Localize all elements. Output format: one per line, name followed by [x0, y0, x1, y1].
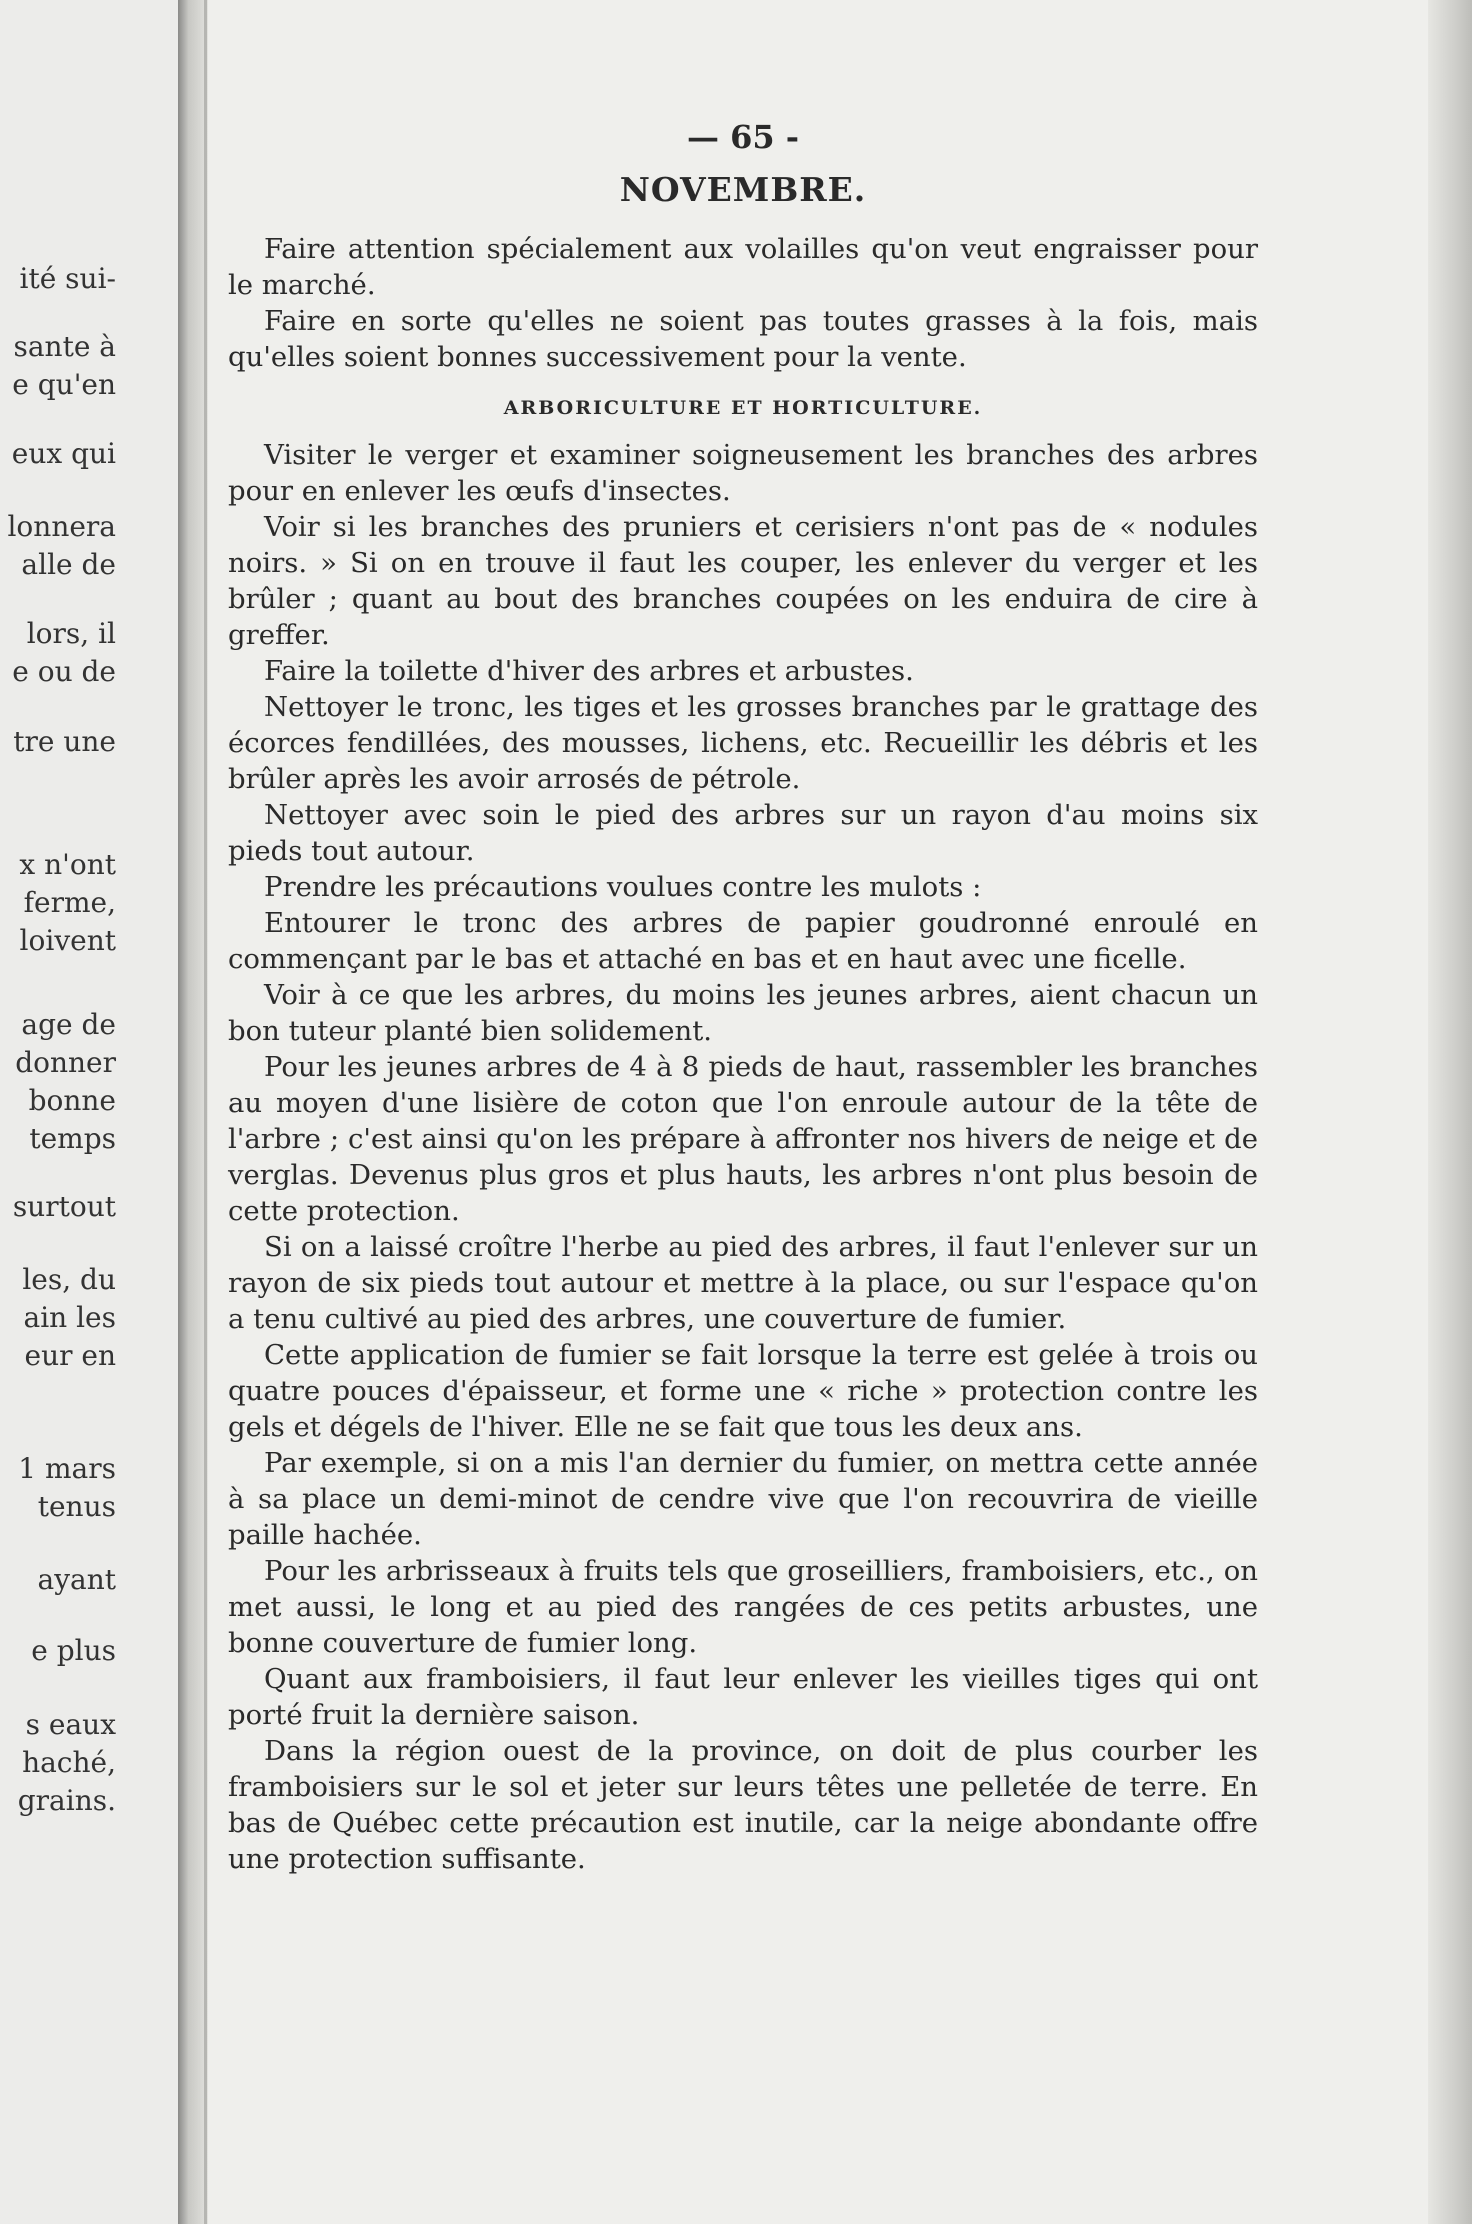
paragraph: Voir si les branches des pruniers et cerisiers n'ont pas de « nodules noirs. » Si on en trouve il faut les couper, les enlever du verger et les brûler ; quant au bout des branches coupées on les enduira de cire à greffer.	[228, 511, 1258, 651]
left-page-text-fragment: bonne	[28, 1084, 116, 1117]
left-page-text-fragment: age de	[21, 1008, 116, 1041]
section-heading: ARBORICULTURE ET HORTICULTURE.	[503, 397, 983, 419]
gutter-edge	[204, 0, 207, 2224]
paragraph: Nettoyer le tronc, les tiges et les grosses branches par le grattage des écorces fendillées, des mousses, lichens, etc. Recueillir les débris et les brûler après les avoir arrosés de pétrole.	[228, 691, 1258, 795]
paragraph: Par exemple, si on a mis l'an dernier du fumier, on mettra cette année à sa place un demi-minot de cendre vive que l'on recouvrira de vieille paille hachée.	[228, 1447, 1258, 1551]
left-page-text-fragment: x n'ont	[19, 848, 116, 881]
left-page-text-fragment: ferme,	[23, 886, 116, 919]
paragraph: Prendre les précautions voulues contre les mulots :	[264, 871, 982, 903]
paragraph: Cette application de fumier se fait lorsque la terre est gelée à trois ou quatre pouces d'épaisseur, et forme une « riche » protection contre les gels et dégels de l'hiver. Elle ne se fait que tous les deux ans.	[228, 1339, 1258, 1443]
left-page-text-fragment: tenus	[37, 1490, 116, 1523]
left-page-text-fragment: ité sui-	[19, 262, 116, 295]
page-content	[228, 118, 1258, 1877]
page-right-edge	[1428, 0, 1472, 2224]
left-page-text-fragment: eur en	[24, 1339, 116, 1372]
paragraph: Dans la région ouest de la province, on doit de plus courber les framboisiers sur le sol et jeter sur leurs têtes une pelletée de terre. En bas de Québec cette précaution est inutile, car la neige abondante offre une protection suffisante.	[228, 1735, 1258, 1875]
left-page-text-fragment: surtout	[12, 1190, 116, 1223]
month-heading: NOVEMBRE.	[619, 170, 867, 209]
paragraph: Entourer le tronc des arbres de papier goudronné enroulé en commençant par le bas et attaché en bas et en haut avec une ficelle.	[228, 907, 1258, 975]
left-page-text-fragment: haché,	[22, 1746, 116, 1779]
left-page-text-fragment: donner	[15, 1046, 116, 1079]
left-page-text-fragment: ain les	[23, 1301, 116, 1334]
intro-section	[228, 231, 1258, 375]
left-page-text-fragment: e plus	[31, 1634, 116, 1667]
left-page-text-fragment: les, du	[22, 1263, 116, 1296]
paragraph: Si on a laissé croître l'herbe au pied des arbres, il faut l'enlever sur un rayon de six pieds tout autour et mettre à la place, ou sur l'espace qu'on a tenu cultivé au pied des arbres, une couverture de fumier.	[228, 1231, 1258, 1335]
paragraph: Faire la toilette d'hiver des arbres et arbustes.	[264, 655, 914, 687]
left-page-text-fragment: loivent	[19, 924, 116, 957]
left-page-text-fragment: ayant	[37, 1563, 116, 1596]
paragraph: Pour les arbrisseaux à fruits tels que groseilliers, framboisiers, etc., on met aussi, le long et au pied des rangées de ces petits arbustes, une bonne couverture de fumier long.	[228, 1555, 1258, 1659]
left-page-text-fragment: 1 mars	[18, 1452, 116, 1485]
left-page-text-fragment: e qu'en	[12, 368, 116, 401]
left-facing-page	[0, 0, 178, 2224]
page-number: — 65 -	[686, 118, 800, 156]
paragraph: Faire attention spécialement aux volailles qu'on veut engraisser pour le marché.	[228, 233, 1258, 301]
left-page-text-fragment: lonnera	[7, 510, 116, 543]
left-page-text-fragment: grains.	[17, 1784, 116, 1817]
left-page-text-fragment: temps	[29, 1122, 116, 1155]
left-page-text-fragment: e ou de	[12, 655, 116, 688]
left-page-text-fragment: eux qui	[11, 437, 116, 470]
paragraph: Voir à ce que les arbres, du moins les jeunes arbres, aient chacun un bon tuteur planté bien solidement.	[228, 979, 1258, 1047]
left-page-text-fragment: alle de	[21, 548, 116, 581]
paragraph: Pour les jeunes arbres de 4 à 8 pieds de haut, rassembler les branches au moyen d'une lisière de coton que l'on enroule autour de la tête de l'arbre ; c'est ainsi qu'on les prépare à affronter nos hivers de neige et de verglas. Devenus plus gros et plus hauts, les arbres n'ont plus besoin de cette protection.	[228, 1051, 1258, 1227]
left-page-text-fragment: tre une	[13, 725, 116, 758]
section-body	[228, 437, 1258, 1877]
left-page-text-fragment: sante à	[13, 330, 116, 363]
paragraph: Visiter le verger et examiner soigneusement les branches des arbres pour en enlever les œufs d'insectes.	[228, 439, 1258, 507]
paragraph: Faire en sorte qu'elles ne soient pas toutes grasses à la fois, mais qu'elles soient bonnes successivement pour la vente.	[228, 305, 1258, 373]
paragraph: Nettoyer avec soin le pied des arbres sur un rayon d'au moins six pieds tout autour.	[228, 799, 1258, 867]
left-page-text-fragment: lors, il	[26, 617, 116, 650]
paragraph: Quant aux framboisiers, il faut leur enlever les vieilles tiges qui ont porté fruit la dernière saison.	[228, 1663, 1258, 1731]
left-page-text-fragment: s eaux	[25, 1708, 116, 1741]
